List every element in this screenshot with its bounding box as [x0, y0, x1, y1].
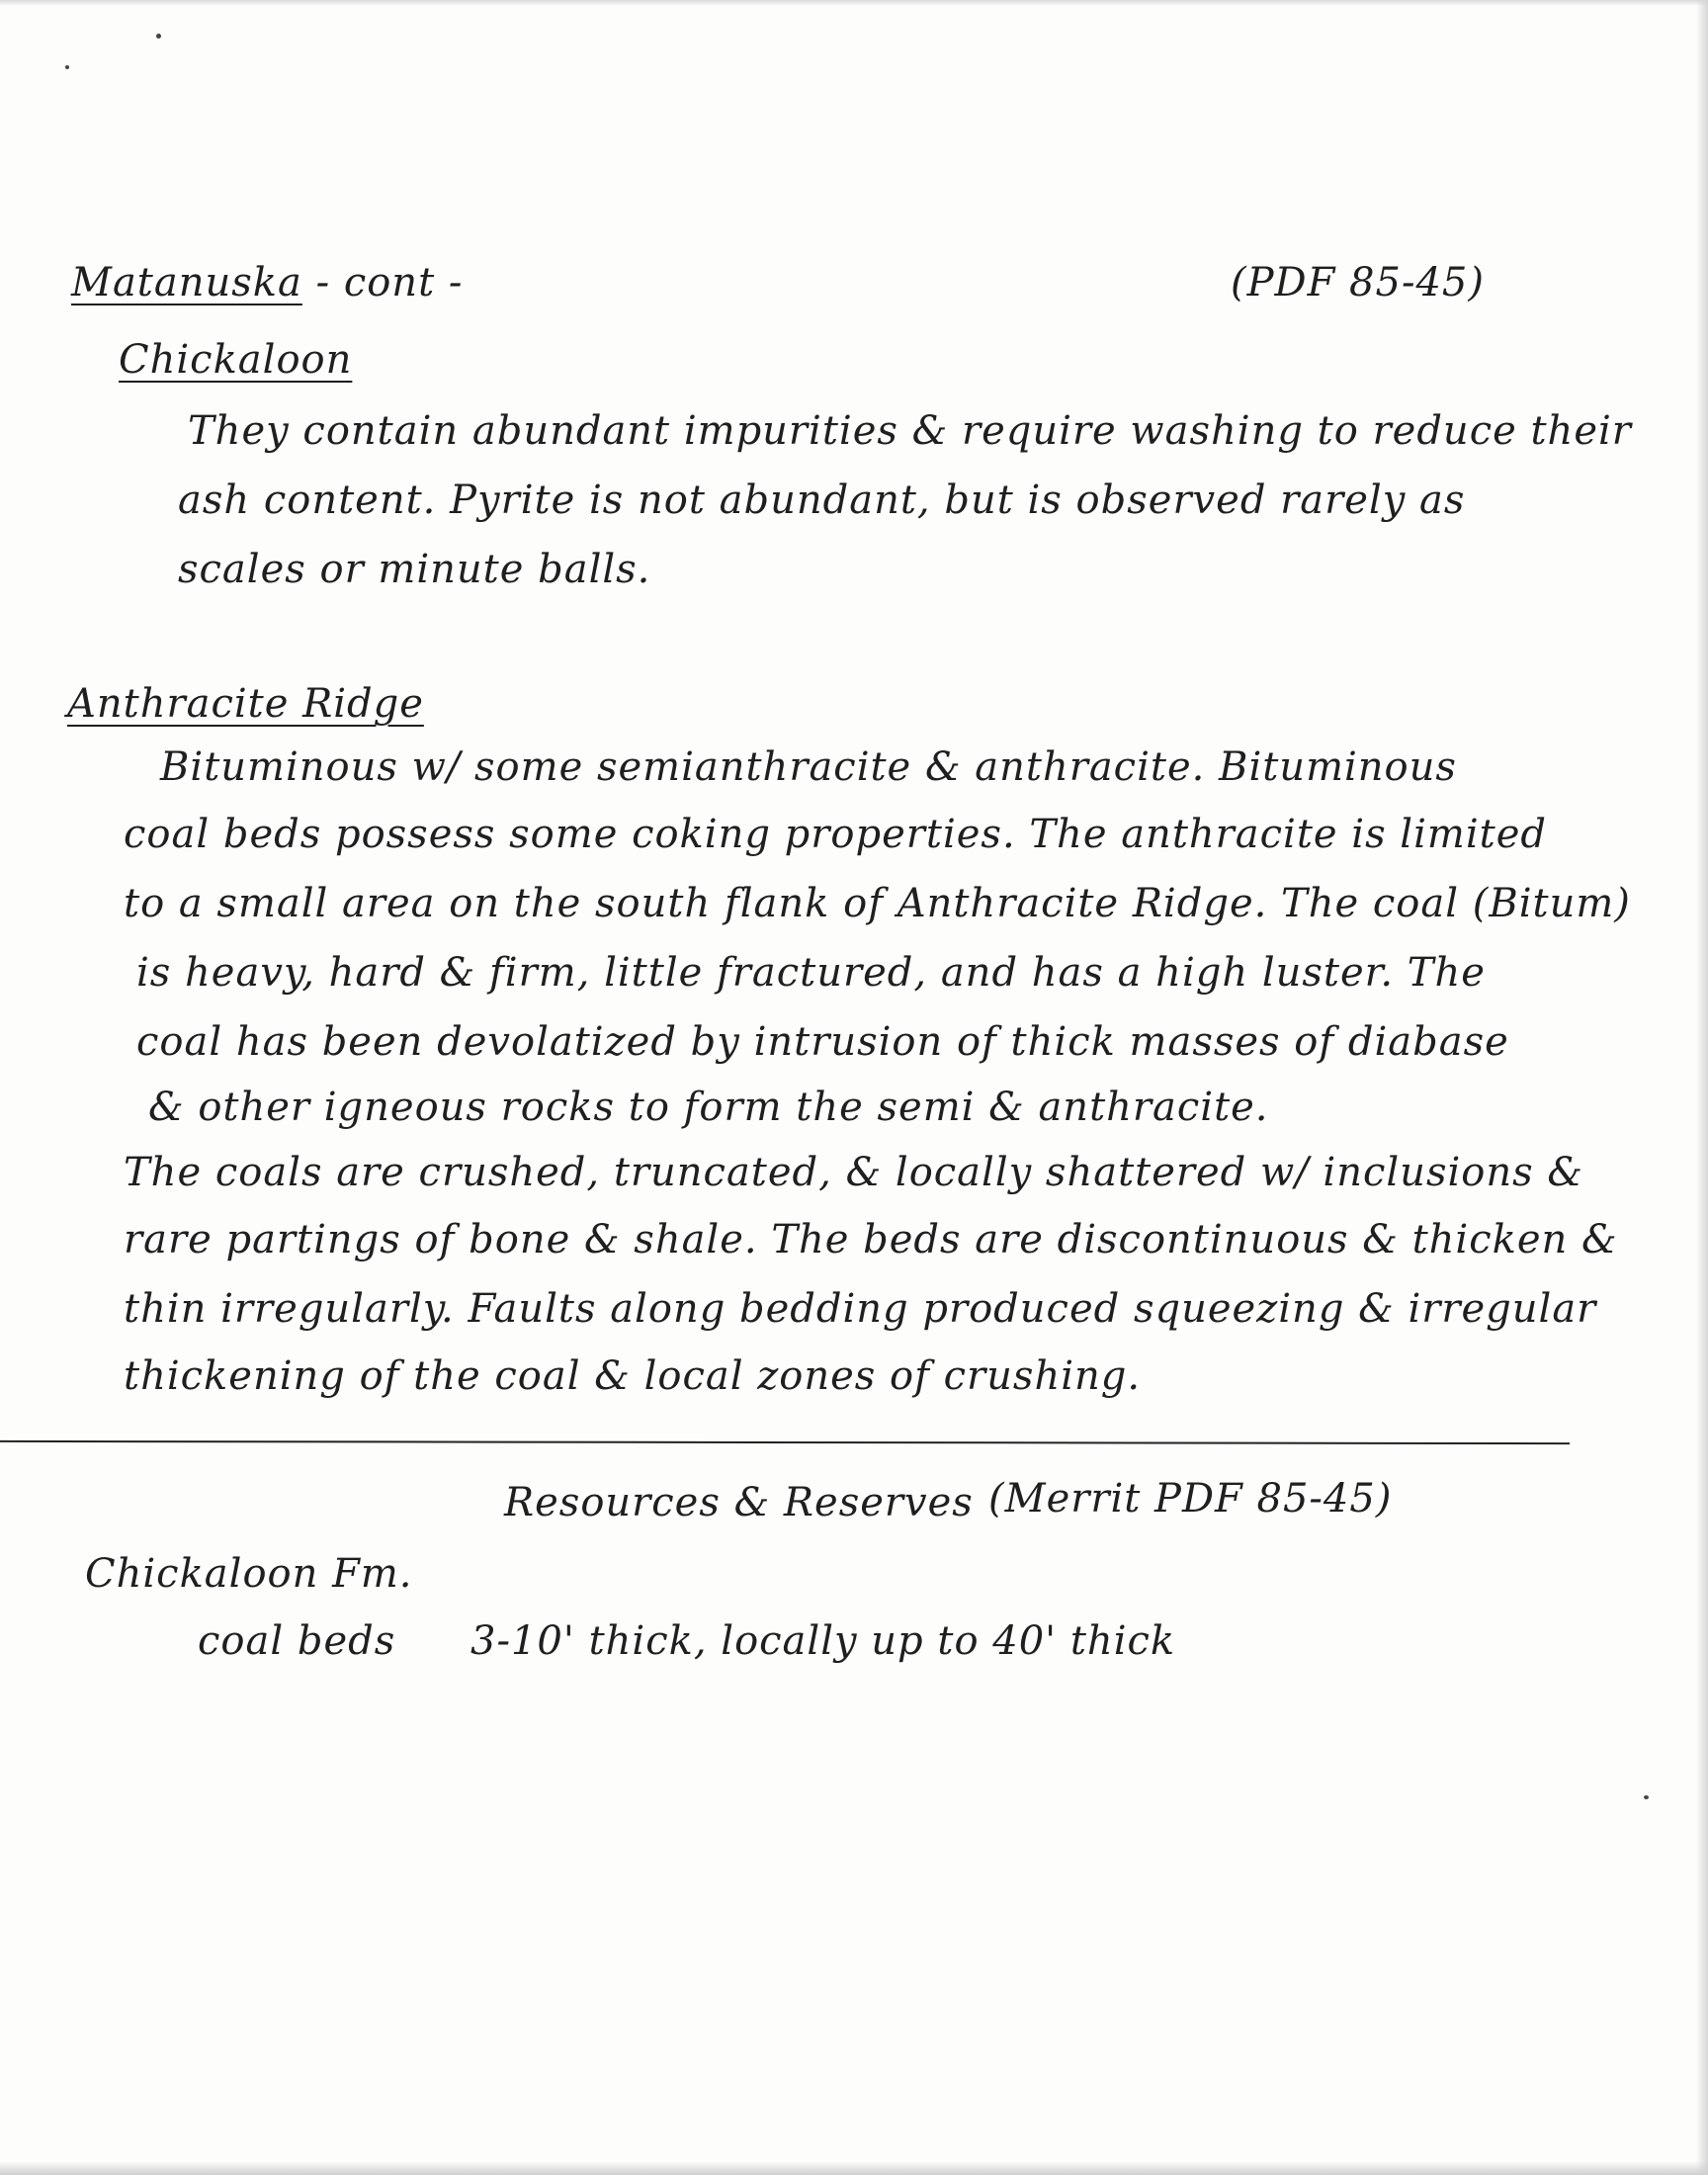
resources-heading: Resources & Reserves — [504, 1480, 974, 1525]
chickaloon-line-2: ash content. Pyrite is not abundant, but is observed rarely as — [178, 478, 1466, 523]
section-title: Matanuska — [71, 260, 302, 305]
anthracite-line-1: Bituminous w/ some semianthracite & anthracite. Bituminous — [160, 744, 1457, 790]
coal-beds-label: coal beds — [198, 1618, 396, 1664]
scan-speck — [156, 34, 161, 39]
chickaloon-line-1: They contain abundant impurities & require washing to reduce their — [188, 408, 1632, 454]
anthracite-line-4: is heavy, hard & firm, little fractured, and has a high luster. The — [136, 950, 1486, 996]
anthracite-line-9: thin irregularly. Faults along bedding produced squeezing & irregular — [124, 1286, 1597, 1332]
scan-speck — [1644, 1795, 1649, 1799]
chickaloon-line-3: scales or minute balls. — [178, 547, 651, 592]
anthracite-line-10: thickening of the coal & local zones of crushing. — [124, 1353, 1142, 1399]
anthracite-line-6: & other igneous rocks to form the semi & anthracite. — [148, 1085, 1269, 1130]
header-reference: (PDF 85-45) — [1231, 260, 1485, 305]
formation-label: Chickaloon Fm. — [85, 1551, 413, 1597]
anthracite-line-5: coal has been devolatized by intrusion of thick masses of diabase — [136, 1019, 1509, 1065]
resources-reference: (Merrit PDF 85-45) — [988, 1476, 1393, 1522]
anthracite-line-3: to a small area on the south flank of Anthracite Ridge. The coal (Bitum) — [124, 881, 1631, 926]
anthracite-line-2: coal beds possess some coking properties. The anthracite is limited — [124, 812, 1547, 857]
anthracite-line-7: The coals are crushed, truncated, & locally shattered w/ inclusions & — [124, 1150, 1583, 1195]
scan-speck — [65, 65, 69, 69]
chickaloon-heading: Chickaloon — [119, 337, 353, 383]
coal-beds-detail: 3-10' thick, locally up to 40' thick — [470, 1618, 1176, 1664]
section-divider — [0, 1440, 1570, 1444]
page-header — [71, 259, 463, 306]
scan-edge-top — [0, 0, 1708, 6]
continued-marker: - cont - — [301, 260, 464, 305]
anthracite-line-8: rare partings of bone & shale. The beds are discontinuous & thicken & — [124, 1217, 1618, 1262]
anthracite-heading: Anthracite Ridge — [67, 681, 424, 727]
scan-edge-bottom — [0, 2161, 1708, 2175]
scan-edge-right — [1696, 0, 1708, 2175]
